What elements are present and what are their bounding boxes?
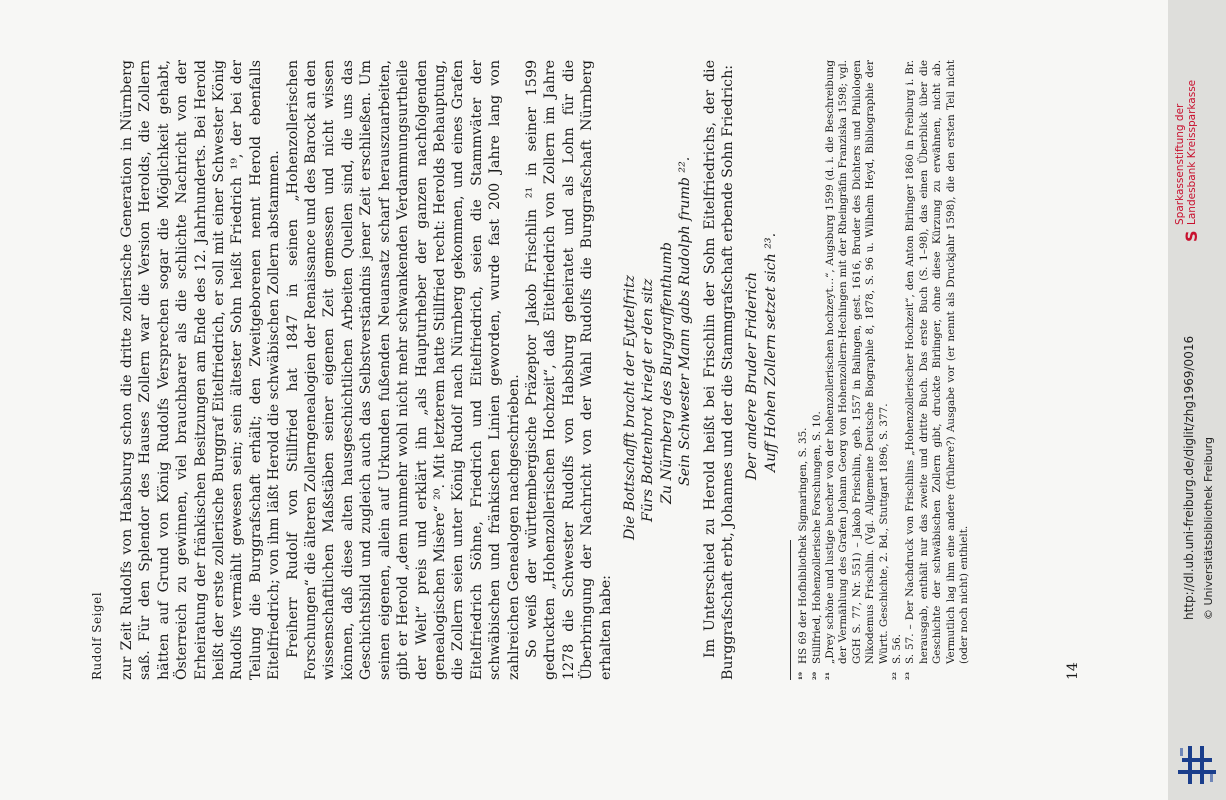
footnote xyxy=(797,60,810,680)
sponsor-line: Landesbank Kreissparkasse xyxy=(1186,79,1198,225)
footnote-text: „Drey schöne und lustige buecher von der hohenzollerischen hochzeyt…“, Augsburg 1599 (d. i. die Beschreibung der Vermählung des Grafen Johann Georg von Hohenzollern-Hechingen mit der Rheingräfin Franziska 1598; vgl. GGH S. 77, Nr. 551) – Jakob Frischlin, geb. 1557 in Balingen, gest. 1616, Bruder des Dichters und Philologen Nikodemus Frischlin. (Vgl. Allgemeine Deutsche Biographie 8, 1878, S. 96 u. Wilhelm Heyd, Bibliographie der Württ. Geschichte, 2. Bd., Stuttgart 1896, S. 377. xyxy=(824,60,890,664)
copyright-library: © Universitätsbibliothek Freiburg xyxy=(1202,437,1215,620)
footnote xyxy=(891,60,904,680)
digitization-sidebar xyxy=(1168,0,1226,800)
sponsor-text xyxy=(1174,80,1198,225)
verse-line: Zu Nürnberg des Burggraffenthumb xyxy=(658,242,675,504)
footnote-number: ²⁰ xyxy=(811,672,822,680)
paragraph-3: So weiß der württembergische Präzeptor Jakob Frischlin ²¹ in seiner 1599 gedruckten „Hohenzollerischen Hochzeit“, daß Eitelfriedrich von Zollern im Jahre 1278 die Schwester Rudolfs von Habsburg geheiratet und als Lohn für die Überbringung der Nachricht von der Wahl Rudolfs die Burggrafschaft Nürnberg erhalten habe: xyxy=(523,60,614,680)
sponsor-line: Sparkassenstiftung der xyxy=(1174,103,1186,225)
verse-line: Der andere Bruder Friderich xyxy=(744,272,761,480)
footnote-text: HS 69 der Hofbibliothek Sigmaringen, S. 35. xyxy=(797,427,810,664)
verse-line: Sein Schwester Mann gabs Rudolph frumb ²². xyxy=(677,156,694,486)
footnote-number: ¹⁹ xyxy=(798,672,809,680)
paragraph-4: Im Unterschied zu Herold heißt bei Frischlin der Sohn Eitelfriedrichs, der die Burggrafschaft erbt, Johannes und der die Stammgrafschaft erbende Sohn Friedrich: xyxy=(701,60,736,680)
footnote xyxy=(824,60,891,680)
paragraph-2: Freiherr Rudolf von Stillfried hat 1847 in seinen „Hohenzollerischen Forschungen“ die älteren Zollerngenealogien der Renaissance und des Barock an den wissenschaftlichen Maßstäben seiner eigenen Zeit gemessen und nicht wissen können, daß diese alten hausgeschichtlichen Arbeiten Quellen sind, die uns das Geschichtsbild und zugleich auch das Selbstverständnis jener Zeit erschließen. Um seinen eigenen, allein auf Urkunden fußenden Neuansatz scharf herauszuarbeiten, gibt er Herold „dem nunmehr wohl nicht mehr schwankenden Verdammungsurtheile der Welt“ preis und erklärt ihn „als Haupturheber der ganzen nachfolgenden genealogischen Misère“ ²⁰. Mit letzterem hatte Stillfried recht: Herolds Behauptung, die Zollern seien unter König Rudolf nach Nürnberg gekommen, und eines Grafen Eitelfriedrich Söhne, Friedrich und Eitelfriedrich, seien die Stammväter der schwäbischen und fränkischen Linien geworden, wurde fast 200 Jahre lang von zahlreichen Genealogen nachgeschrieben. xyxy=(284,60,522,680)
page-number: 14 xyxy=(1065,662,1081,680)
verse-quote-1 xyxy=(621,60,695,540)
sparkasse-logo-icon: S xyxy=(1182,230,1201,242)
footnote-number: ²¹ xyxy=(825,672,836,680)
sidebar-rotated xyxy=(1168,0,1226,800)
footnote-number: ²³ xyxy=(905,672,916,680)
verse-line: Die Bottschafft bracht der Eyttelfritz xyxy=(621,274,638,540)
footnote-text: Stillfried, Hohenzollerische Forschungen, S. 10. xyxy=(810,411,823,664)
footnote-text: S. 57. – Der Nachdruck von Frischlins „Hohenzollerischer Hochzeit“, den Anton Birlinger 1860 in Freiburg i. Br. herausgab, enthält nur das zweite und dritte Buch. Das erste Buch (S. 1–98), das einen Überblick über die Geschichte der schwäbischen Zollern gibt, druckte Birlinger, ohne diese Kürzung zu erwähnen, nicht ab. Vermutlich lag ihm eine andere (frühere?) Ausgabe vor (er nennt als Druckjahr 1598), die den ersten Teil nicht (oder noch nicht) enthielt. xyxy=(904,60,971,664)
footnote-number: ²² xyxy=(892,672,903,680)
verse-quote-2 xyxy=(743,60,780,480)
verse-line: Fürs Bottenbrot kriegt er den sitz xyxy=(640,278,657,522)
main-text xyxy=(118,60,972,680)
footnote xyxy=(904,60,971,680)
footnote-rule xyxy=(790,540,791,680)
footnote-text: S. 56. xyxy=(891,634,904,664)
running-header: Rudolf Seigel xyxy=(90,591,104,680)
source-url[interactable]: http://dl.ub.uni-freiburg.de/diglit/zhg1969/0016 xyxy=(1182,335,1196,620)
paragraph-1: zur Zeit Rudolfs von Habsburg schon die dritte zollerische Generation in Nürnberg saß. Für den Splendor des Hauses Zollern war die Version Herolds, die Zollern hätten auf Grund von König Rudolfs Versprechen sogar die Möglichkeit gehabt, Österreich zu gewinnen, viel brauchbarer als die schlichte Nachricht von der Erheiratung der fränkischen Besitzungen am Ende des 12. Jahrhunderts. Bei Herold heißt der erste zollerische Burggraf Eitelfriedrich, er soll mit einer Schwester König Rudolfs vermählt gewesen sein; sein ältester Sohn heißt Friedrich ¹⁹, der bei der Teilung die Burggrafschaft erhält; den Zweitgeborenen nennt Herold ebenfalls Eitelfriedrich; von ihm läßt Herold die schwäbischen Zollern abstammen. xyxy=(119,60,283,680)
footnote xyxy=(811,60,824,680)
ub-freiburg-logo-icon xyxy=(1174,742,1220,788)
verse-line: Auff Hohen Zollern setzet sich ²³. xyxy=(762,232,779,472)
footnotes xyxy=(797,60,971,680)
